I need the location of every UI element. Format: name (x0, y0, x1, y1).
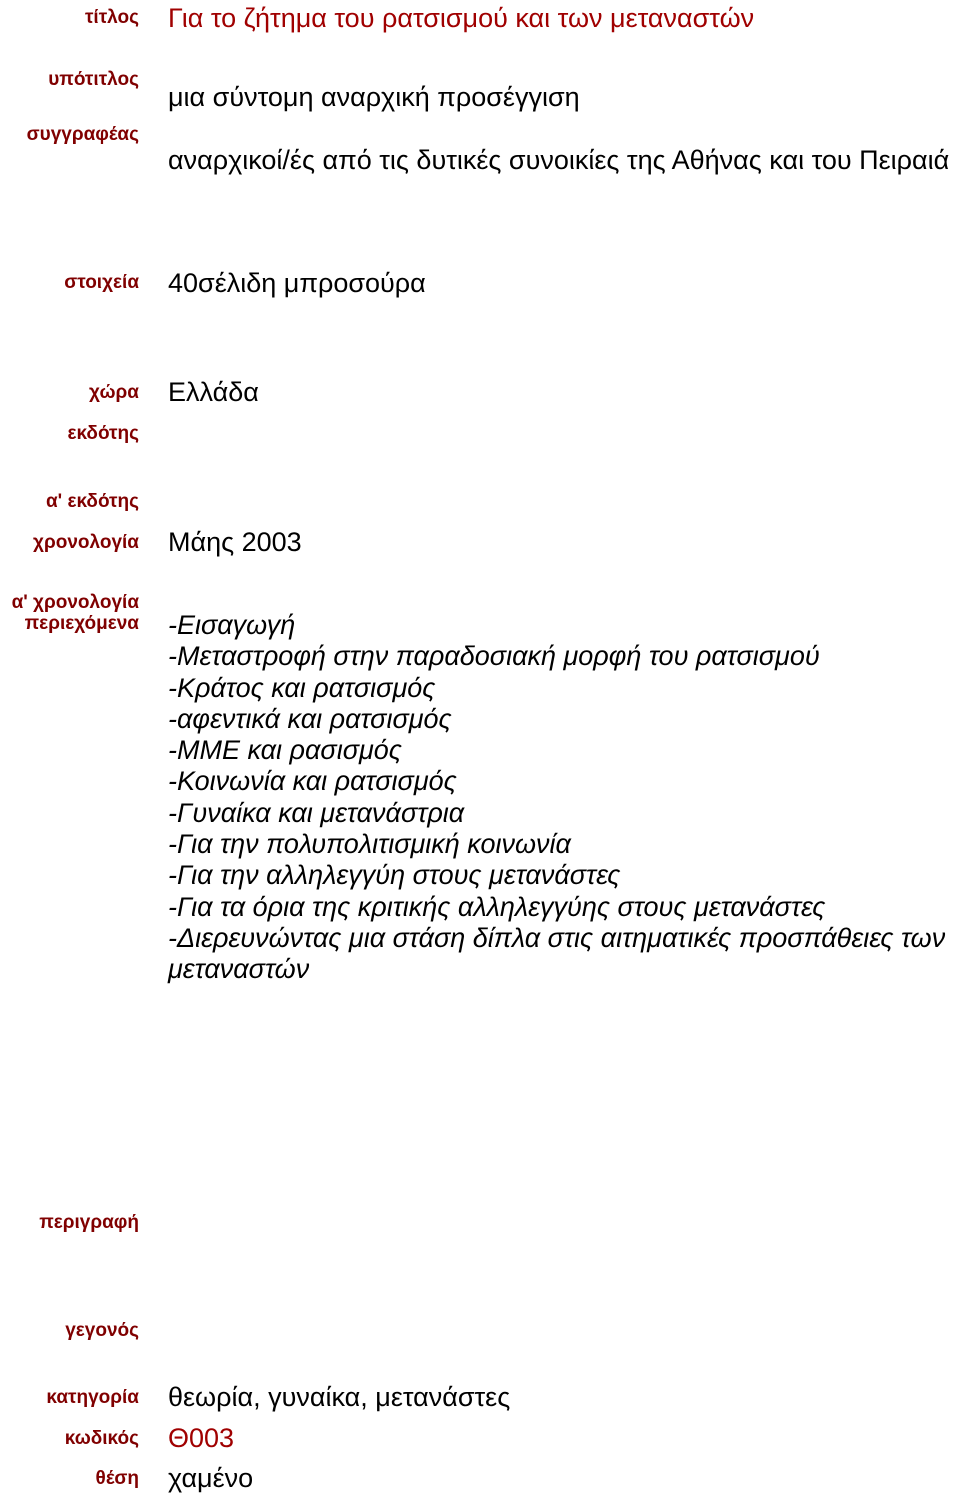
contents-item: -Κοινωνία και ρατσισμός (168, 766, 457, 797)
contents-item: -Κράτος και ρατσισμός (168, 672, 436, 703)
description-label: περιγραφή (39, 1212, 139, 1233)
title-value: Για το ζήτημα του ρατσισμού και των μεταναστών (168, 3, 755, 33)
subtitle-value: μια σύντομη αναρχική προσέγγιση (168, 82, 580, 112)
contents-item: -Για την αλληλεγγύη στους μετανάστες (168, 860, 621, 891)
author-label: συγγραφέας (26, 124, 139, 145)
location-label: θέση (95, 1468, 139, 1489)
author-value: αναρχικοί/ές από τις δυτικές συνοικίες της Αθήνας και του Πειραιά (168, 145, 950, 175)
date-label: χρονολογία (33, 532, 139, 553)
contents-item: -Για την πολυπολιτισμική κοινωνία (168, 829, 571, 860)
code-label: κωδικός (64, 1428, 139, 1449)
first-publisher-label: α' εκδότης (45, 491, 139, 512)
contents-item: -αφεντικά και ρατσισμός (168, 703, 452, 734)
contents-item: -Γυναίκα και μετανάστρια (168, 797, 465, 828)
country-value: Ελλάδα (168, 377, 259, 407)
contents-list (168, 610, 958, 986)
event-label: γεγονός (65, 1320, 139, 1341)
contents-label: περιεχόμενα (24, 613, 139, 634)
publisher-label: εκδότης (67, 423, 139, 444)
first-date-label: α' χρονολογία (11, 592, 139, 613)
details-label: στοιχεία (64, 272, 139, 293)
category-label: κατηγορία (46, 1387, 139, 1408)
contents-item: -Διερευνώντας μια στάση δίπλα στις αιτηματικές προσπάθειες των μεταναστών (168, 922, 946, 985)
location-value: χαμένο (168, 1463, 254, 1493)
contents-item: -ΜΜΕ και ρασισμός (168, 735, 402, 766)
details-value: 40σέλιδη μπροσούρα (168, 268, 426, 298)
contents-item: -Για τα όρια της κριτικής αλληλεγγύης στους μετανάστες (168, 891, 826, 922)
title-label: τίτλος (84, 7, 139, 28)
subtitle-label: υπότιτλος (48, 69, 139, 90)
category-value: θεωρία, γυναίκα, μετανάστες (168, 1382, 511, 1412)
date-value: Μάης 2003 (168, 527, 302, 557)
contents-item: -Μεταστροφή στην παραδοσιακή μορφή του ρατσισμού (168, 641, 820, 672)
code-value: Θ003 (168, 1423, 235, 1453)
contents-item: -Εισαγωγή (168, 610, 296, 640)
country-label: χώρα (88, 382, 139, 403)
